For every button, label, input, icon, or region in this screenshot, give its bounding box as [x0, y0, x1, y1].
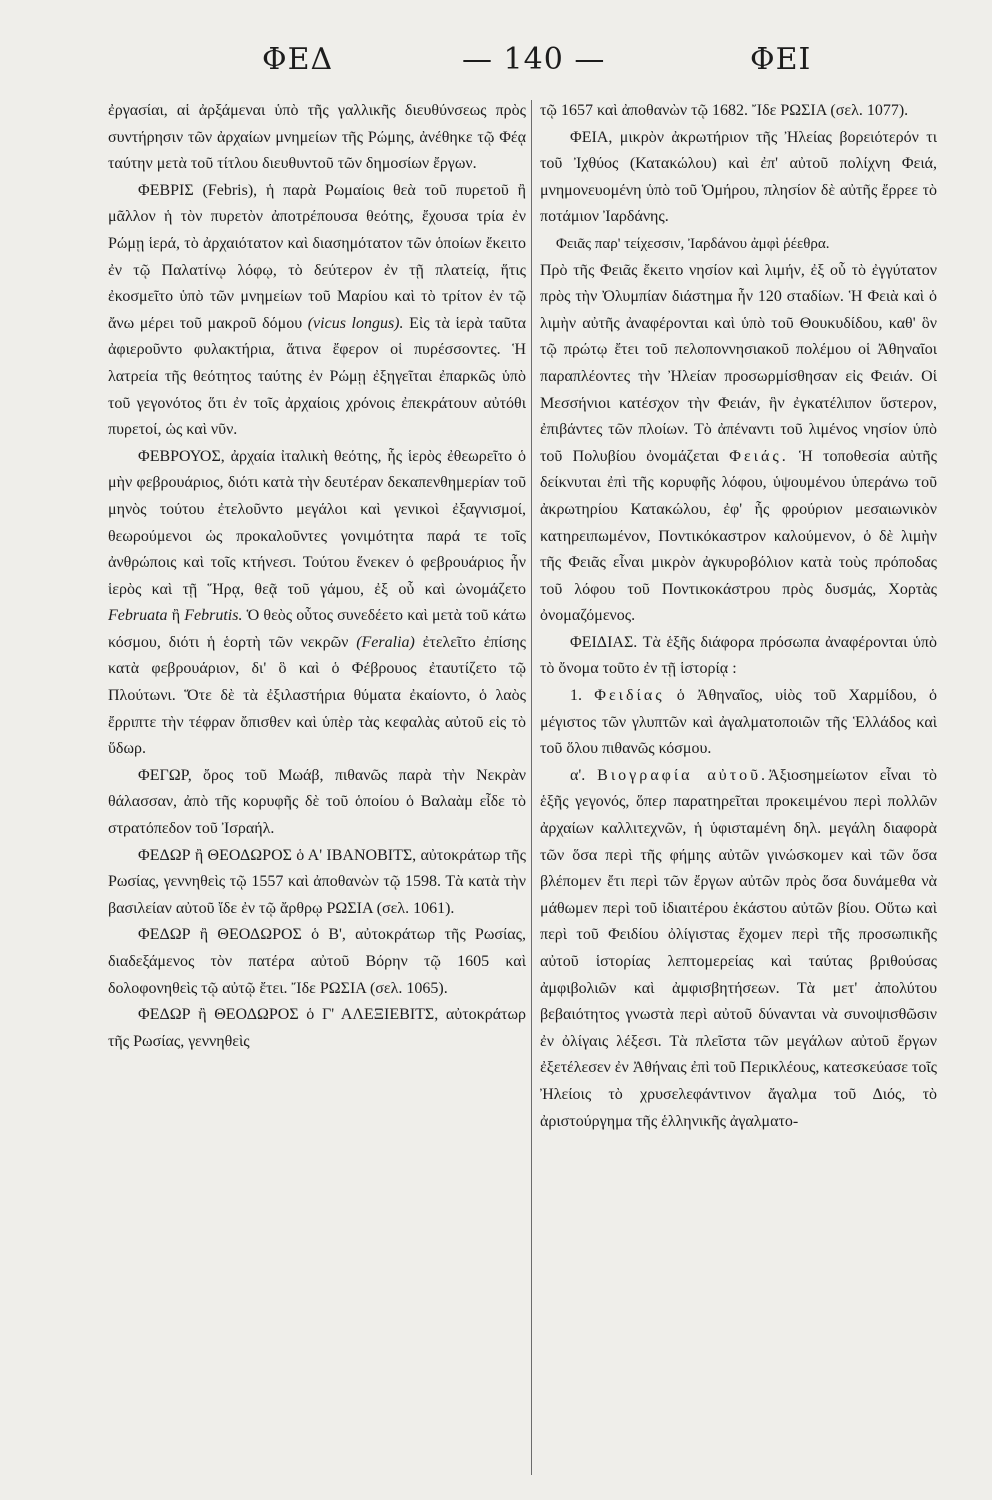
entry-febris [108, 178, 526, 444]
entry-februos-latin-1: Februata [108, 607, 168, 625]
entry-februos-text-c: ἐτελεῖτο ἐπίσης κατὰ φεβρουάριον, δι' ὃ καὶ ὁ Φέβρουος ἐταυτίζετο τῷ Πλούτωνι. Ὅτε δὲ τὰ ἐξιλαστήρια θύματα ἐκαίοντο, ὁ λαὸς ἔρριπτε τὴν τέφραν ὄπισθεν καὶ ὑπὲρ τὰς κεφαλὰς αὐτοῦ εἰς τὸ ὕδωρ. [108, 633, 527, 758]
entry-feia-cont-text-b: Ἡ τοποθεσία αὐτῆς δείκνυται ἐπὶ τῆς κορυφῆς λόφου, ὑψουμένου ὑπεράνω τοῦ ἀκρωτηρίου Κατακώλου, ἐφ' ἧς φρούριον μεσαιωνικὸν κατηρειπωμένον, Ποντικόκαστρον καλούμενον, ὁ δὲ λιμὴν τῆς Φειᾶς εἶναι μικρὸν ἀγκυροβόλιον κατὰ τοὺς πρόποδας τοῦ λόφου τοῦ Ποντικοκάστρου πρὸς δυσμάς, Χορτὰς ὀνομαζόμενος. [540, 447, 938, 625]
header-left-guideword: ΦΕΔ [262, 42, 334, 77]
left-column [108, 98, 526, 1055]
entry-februos-latin-2: Februtis. [184, 607, 243, 625]
entry-feia-spaced: Φειάς. [729, 447, 789, 465]
entry-febris-text-b: Εἰς τὰ ἱερὰ ταῦτα ἀφιεροῦντο φυλακτήρια, ἅτινα ἔφερον οἱ πυρέσσοντες. Ἡ λατρεία τῆς θεότητος ταύτης ἐν Ρώμῃ ἐξηγεῖται ἐπαρκῶς ὑπὸ τοῦ γεγονότος ὅτι ἐν τοῖς ἀρχαίοις χρόνοις ἐπεκράτουν αὐτόθι πυρετοί, ὡς καὶ νῦν. [108, 314, 527, 439]
entry-fegor: ΦΕΓΩΡ, ὄρος τοῦ Μωάβ, πιθανῶς παρὰ τὴν Νεκρὰν θάλασσαν, ἀπὸ τῆς κορυφῆς δὲ τοῦ ὁποίου ὁ Βαλαὰμ εἶδε τὸ στρατόπεδον τοῦ Ἰσραήλ. [108, 766, 526, 838]
entry-fedor-2: ΦΕΔΩΡ ἢ ΘΕΟΔΩΡΟΣ ὁ Β', αὐτοκράτωρ τῆς Ρωσίας, διαδεξάμενος τὸν πατέρα αὐτοῦ Βόρην τῷ 1605 καὶ δολοφονηθεὶς τῷ αὐτῷ ἔτει. Ἴδε ΡΩΣΙΑ (σελ. 1065). [108, 926, 526, 997]
entry-fedor-3: ΦΕΔΩΡ ἢ ΘΕΟΔΩΡΟΣ ὁ Γ' ΑΛΕΞΙΕΒΙΤΣ, αὐτοκράτωρ τῆς Ρωσίας, γεννηθεὶς [108, 1006, 526, 1050]
entry-febris-latin: (vicus longus). [307, 314, 404, 332]
feidias-item-1-name: Φειδίας [594, 687, 665, 705]
feidias-item-1 [540, 683, 937, 763]
entry-feidias: ΦΕΙΔΙΑΣ. Τὰ ἑξῆς διάφορα πρόσωπα ἀναφέρονται ὑπὸ τὸ ὄνομα τοῦτο ἐν τῇ ἱστορίᾳ : [540, 633, 937, 678]
entry-februos [108, 444, 526, 763]
feidias-biography-heading: Βιογραφία αὐτοῦ. [597, 766, 769, 784]
entry-febris-text-a: ΦΕΒΡΙΣ (Febris), ἡ παρὰ Ρωμαίοις θεὰ τοῦ πυρετοῦ ἢ μᾶλλον ἡ τὸν πυρετὸν ἀποτρέπουσα θεότης, ἔχουσα τρία ἐν Ρώμῃ ἱερά, τὸ ἀρχαιότατον καὶ διασημότατον τῶν ὁποίων ἔκειτο ἐν τῷ Παλατίνῳ λόφῳ, τὸ δεύτερον ἐν τῇ πλατείᾳ, ἥτις ἐκοσμεῖτο ὑπὸ τῶν μνημείων τοῦ Μαρίου καὶ τὸ τρίτον ἐν τῷ ἄνω μέρει τοῦ μακροῦ δόμου [108, 181, 526, 332]
entry-continuation-right: τῷ 1657 καὶ ἀποθανὼν τῷ 1682. Ἴδε ΡΩΣΙΑ (σελ. 1077). [540, 102, 909, 119]
feidias-item-1-text: ὁ Ἀθηναῖος, υἱὸς τοῦ Χαρμίδου, ὁ μέγιστος τῶν γλυπτῶν καὶ ἀγαλματοποιῶν τῆς Ἑλλάδος καὶ τοῦ ὅλου πιθανῶς κόσμου. [540, 687, 938, 758]
right-column [540, 98, 937, 1135]
entry-continuation: ἐργασίαι, αἱ ἀρξάμεναι ὑπὸ τῆς γαλλικῆς διευθύνσεως πρὸς συντήρησιν τῶν ἀρχαίων μνημείων τῆς Ρώμης, ἀνέθηκε τῷ Φέᾳ ταύτην μετὰ τοῦ τίτλου διευθυντοῦ τῶν δημοσίων ἔργων. [108, 102, 526, 173]
entry-feia: ΦΕΙΑ, μικρὸν ἀκρωτήριον τῆς Ἠλείας βορειότερόν τι τοῦ Ἰχθύος (Κατακώλου) καὶ ἐπ' αὐτοῦ πολίχνη Φειά, μνημονευομένη ὑπὸ τοῦ Ὁμήρου, πλησίον δὲ αὐτῆς ἔρρεε τὸ ποτάμιον Ἰαρδάνης. [540, 128, 937, 226]
feidias-biography-number: α'. [570, 766, 586, 784]
running-header [0, 42, 992, 92]
page-number: — 140 — [462, 42, 606, 77]
entry-feia-cont-text-a: Πρὸ τῆς Φειᾶς ἔκειτο νησίον καὶ λιμήν, ἐξ οὗ τὸ ἐγγύτατον πρὸς τὴν Ὀλυμπίαν διάστημα ἦν 120 σταδίων. Ἡ Φειὰ καὶ ὁ λιμὴν αὐτῆς ἀναφέρονται καὶ ὑπὸ τοῦ Θουκυδίδου, καθ' ὃν τῷ πρώτῳ ἔτει τοῦ πελοποννησιακοῦ πολέμου οἱ Ἀθηναῖοι παραπλέοντες τὴν Ἠλείαν προσωρμίσθησαν εἰς Φειάν. Οἱ Μεσσήνιοι κατέσχον τὴν Φειάν, ἣν ἐγκατέλιπον ὕστερον, ἐπιβάντες τῶν πλοίων. Τὸ ἀπέναντι τοῦ λιμένος νησίον ὑπὸ τοῦ Πολυβίου ὀνομάζεται [540, 261, 937, 465]
feidias-biography-text: Ἀξιοσημείωτον εἶναι τὸ ἑξῆς γεγονός, ὅπερ παρατηρεῖται προκειμένου περὶ πολλῶν ἀρχαίων καλλιτεχνῶν, ἡ ὑφισταμένη δηλ. μεγάλη διαφορὰ τῶν ὅσα περὶ τῆς φήμης αὐτῶν γινώσκομεν καὶ τῶν ὅσα βλέπομεν ἔτι περὶ τῶν ἔργων αὐτῶν πρὸς ὅσα δυνάμεθα νὰ μάθωμεν περὶ τοῦ ἰδιαιτέρου ἑκάστου αὐτῶν βίου. Οὕτω καὶ περὶ τοῦ Φειδίου ὀλίγιστας ἔχομεν περὶ τῆς προσωπικῆς αὐτοῦ ἱστορίας λεπτομερείας καὶ ταύτας βριθούσας ἀμφιβολιῶν καὶ ἀμφισβητήσεων. Τὰ μετ' ἀπολύτου βεβαιότητος γνωστὰ περὶ αὐτοῦ δύνανται νὰ συνοψισθῶσιν ἐν ὀλίγαις λέξεσι. Τὰ πλεῖστα τῶν μεγάλων αὐτοῦ ἔργων ἐξετέλεσεν ἐν Ἀθήναις ἐπὶ τοῦ Περικλέους, κατεσκεύασε τοῖς Ἠλείοις τὸ χρυσελεφάντινον ἄγαλμα τοῦ Διός, τὸ ἀριστούργημα τῆς ἑλληνικῆς ἀγαλματο- [540, 766, 938, 1130]
feidias-biography [540, 763, 937, 1135]
entry-februos-latin-3: (Feralia) [356, 633, 415, 651]
entry-februos-or: ἢ [171, 607, 181, 625]
entry-februos-text-a: ΦΕΒΡΟΥΟΣ, ἀρχαία ἰταλικὴ θεότης, ἧς ἱερὸς ἐθεωρεῖτο ὁ μὴν φεβρουάριος, διότι κατὰ τὴν δευτέραν δεκαπενθημερίαν τοῦ μηνὸς τούτου ἐτελοῦντο μεγάλοι καὶ γενικοὶ ἐξαγνισμοί, θεωρούμενοι ὡς προκαλοῦντες γονιμότητα παρά τε τοῖς ἀνθρώποις καὶ τοῖς κτήνεσι. Τούτου ἕνεκεν ὁ φεβρουάριος ἦν ἱερὸς καὶ τῇ Ἥρᾳ, θεᾷ τοῦ γάμου, ἐξ οὗ καὶ ὠνομάζετο [108, 447, 526, 598]
column-divider [531, 100, 532, 1475]
entry-fedor-1: ΦΕΔΩΡ ἢ ΘΕΟΔΩΡΟΣ ὁ Α' ΙΒΑΝΟΒΙΤΣ, αὐτοκράτωρ τῆς Ρωσίας, γεννηθεὶς τῷ 1557 καὶ ἀποθανὼν τῷ 1598. Τὰ κατὰ τὴν βασιλείαν αὐτοῦ ἴδε ἐν τῷ ἄρθρῳ ΡΩΣΙΑ (σελ. 1061). [108, 846, 526, 917]
header-right-guideword: ΦΕΙ [750, 42, 812, 77]
homeric-verse: Φειᾶς παρ' τείχεσσιν, Ἰαρδάνου ἀμφὶ ῥέεθρα. [556, 235, 830, 252]
feidias-item-1-number: 1. [570, 687, 582, 705]
entry-februos-text-b: Ὁ θεὸς οὗτος συνεδέετο καὶ μετὰ τοῦ κάτω κόσμου, διότι ἡ ἑορτὴ τῶν νεκρῶν [108, 607, 526, 651]
entry-feia-cont [540, 258, 937, 630]
